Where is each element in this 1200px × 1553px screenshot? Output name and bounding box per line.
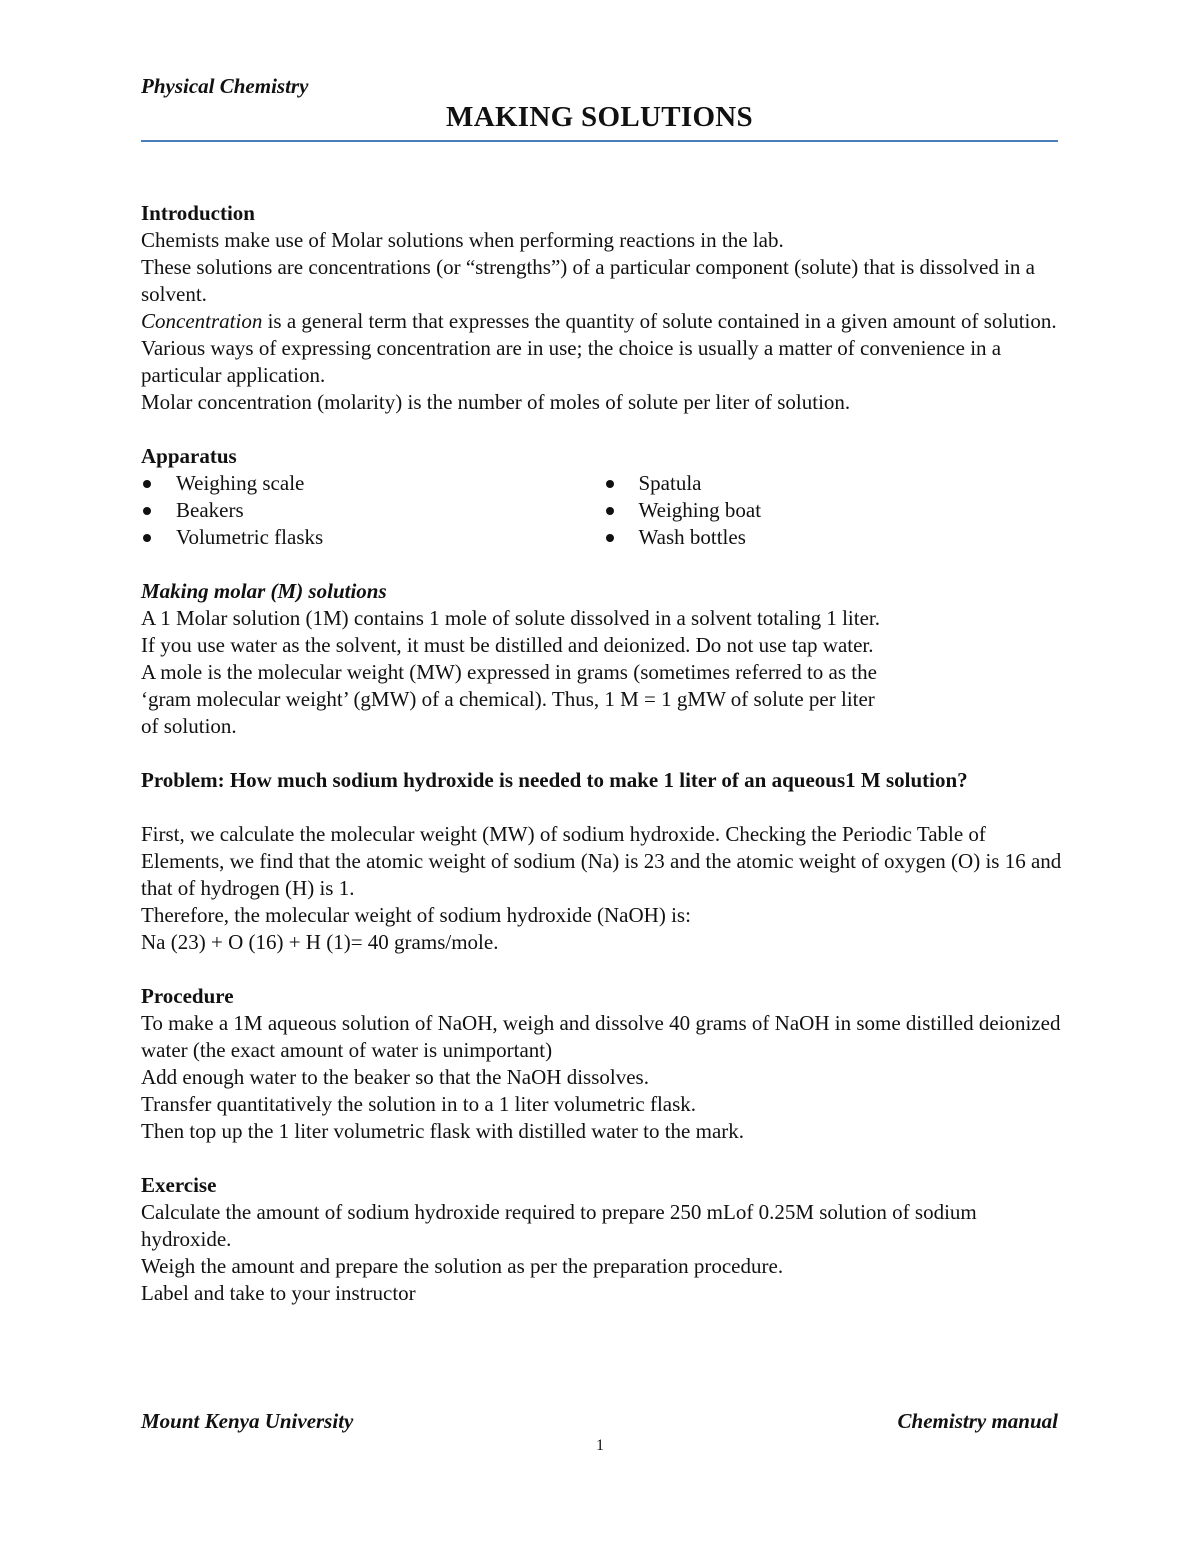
molar-solutions-heading: Making molar (M) solutions <box>141 579 387 603</box>
problem-equation: Na (23) + O (16) + H (1)= 40 grams/mole. <box>141 930 499 954</box>
intro-paragraph-3 <box>141 308 1066 389</box>
footer-manual: Chemistry manual <box>897 1409 1058 1433</box>
intro-paragraph-2: These solutions are concentrations (or “strengths”) of a particular component (solute) that is dissolved in a solvent. <box>141 255 1035 306</box>
problem-paragraph-1: First, we calculate the molecular weight (MW) of sodium hydroxide. Checking the Periodic Table of Elements, we find that the atomic weight of sodium (Na) is 23 and the atomic weight of oxygen (O) is 16 and that of hydrogen (H) is 1. <box>141 822 1062 900</box>
list-item: Spatula <box>604 470 1067 497</box>
intro-paragraph-1: Chemists make use of Molar solutions when performing reactions in the lab. <box>141 228 784 252</box>
problem-section <box>141 767 1066 956</box>
list-item: Weighing scale <box>141 470 604 497</box>
introduction-heading: Introduction <box>141 201 255 225</box>
bullet-icon <box>606 534 614 542</box>
exercise-paragraph-3: Label and take to your instructor <box>141 1281 416 1305</box>
list-item: Beakers <box>141 497 604 524</box>
molar-solutions-section <box>141 578 1066 740</box>
molar-paragraph-3c: of solution. <box>141 714 237 738</box>
bullet-icon <box>143 480 151 488</box>
apparatus-lists <box>141 470 1066 551</box>
bullet-icon <box>606 507 614 515</box>
bullet-icon <box>606 480 614 488</box>
procedure-step-2: Add enough water to the beaker so that the NaOH dissolves. <box>141 1065 649 1089</box>
list-item: Volumetric flasks <box>141 524 604 551</box>
apparatus-list-left <box>141 470 604 551</box>
apparatus-heading: Apparatus <box>141 444 237 468</box>
bullet-icon <box>143 507 151 515</box>
procedure-heading: Procedure <box>141 984 234 1008</box>
apparatus-section <box>141 443 1066 551</box>
running-header: Physical Chemistry <box>141 74 309 98</box>
bullet-icon <box>143 534 151 542</box>
molar-paragraph-1: A 1 Molar solution (1M) contains 1 mole of solute dissolved in a solvent totaling 1 liter. <box>141 606 881 630</box>
exercise-section <box>141 1172 1066 1307</box>
introduction-section <box>141 200 1066 416</box>
problem-heading: Problem: How much sodium hydroxide is needed to make 1 liter of an aqueous1 M solution? <box>141 768 968 792</box>
procedure-step-1: To make a 1M aqueous solution of NaOH, weigh and dissolve 40 grams of NaOH in some distilled deionized water (the exact amount of water is unimportant) <box>141 1011 1061 1062</box>
exercise-paragraph-1: Calculate the amount of sodium hydroxide required to prepare 250 mLof 0.25M solution of sodium hydroxide. <box>141 1200 977 1251</box>
list-item: Wash bottles <box>604 524 1067 551</box>
molar-paragraph-3a: A mole is the molecular weight (MW) expressed in grams (sometimes referred to as the <box>141 660 877 684</box>
apparatus-list-right <box>604 470 1067 551</box>
procedure-section <box>141 983 1066 1145</box>
procedure-step-4: Then top up the 1 liter volumetric flask with distilled water to the mark. <box>141 1119 745 1143</box>
molar-paragraph-3b: ‘gram molecular weight’ (gMW) of a chemical). Thus, 1 M = 1 gMW of solute per liter <box>141 687 875 711</box>
page-title: MAKING SOLUTIONS <box>446 101 753 133</box>
concentration-term: Concentration <box>141 309 263 333</box>
molar-paragraph-2: If you use water as the solvent, it must be distilled and deionized. Do not use tap water. <box>141 633 874 657</box>
problem-paragraph-2: Therefore, the molecular weight of sodium hydroxide (NaOH) is: <box>141 903 691 927</box>
page-number: 1 <box>596 1437 604 1454</box>
list-item: Weighing boat <box>604 497 1067 524</box>
document-body <box>141 200 1066 1307</box>
exercise-paragraph-2: Weigh the amount and prepare the solution as per the preparation procedure. <box>141 1254 784 1278</box>
procedure-step-3: Transfer quantitatively the solution in to a 1 liter volumetric flask. <box>141 1092 697 1116</box>
concentration-definition: is a general term that expresses the quantity of solute contained in a given amount of solution. Various ways of expressing concentration are in use; the choice is usually a matter of convenience in a particular application. <box>141 309 1057 387</box>
title-divider <box>141 140 1058 142</box>
footer-university: Mount Kenya University <box>141 1409 354 1433</box>
intro-paragraph-4: Molar concentration (molarity) is the number of moles of solute per liter of solution. <box>141 390 851 414</box>
exercise-heading: Exercise <box>141 1173 217 1197</box>
